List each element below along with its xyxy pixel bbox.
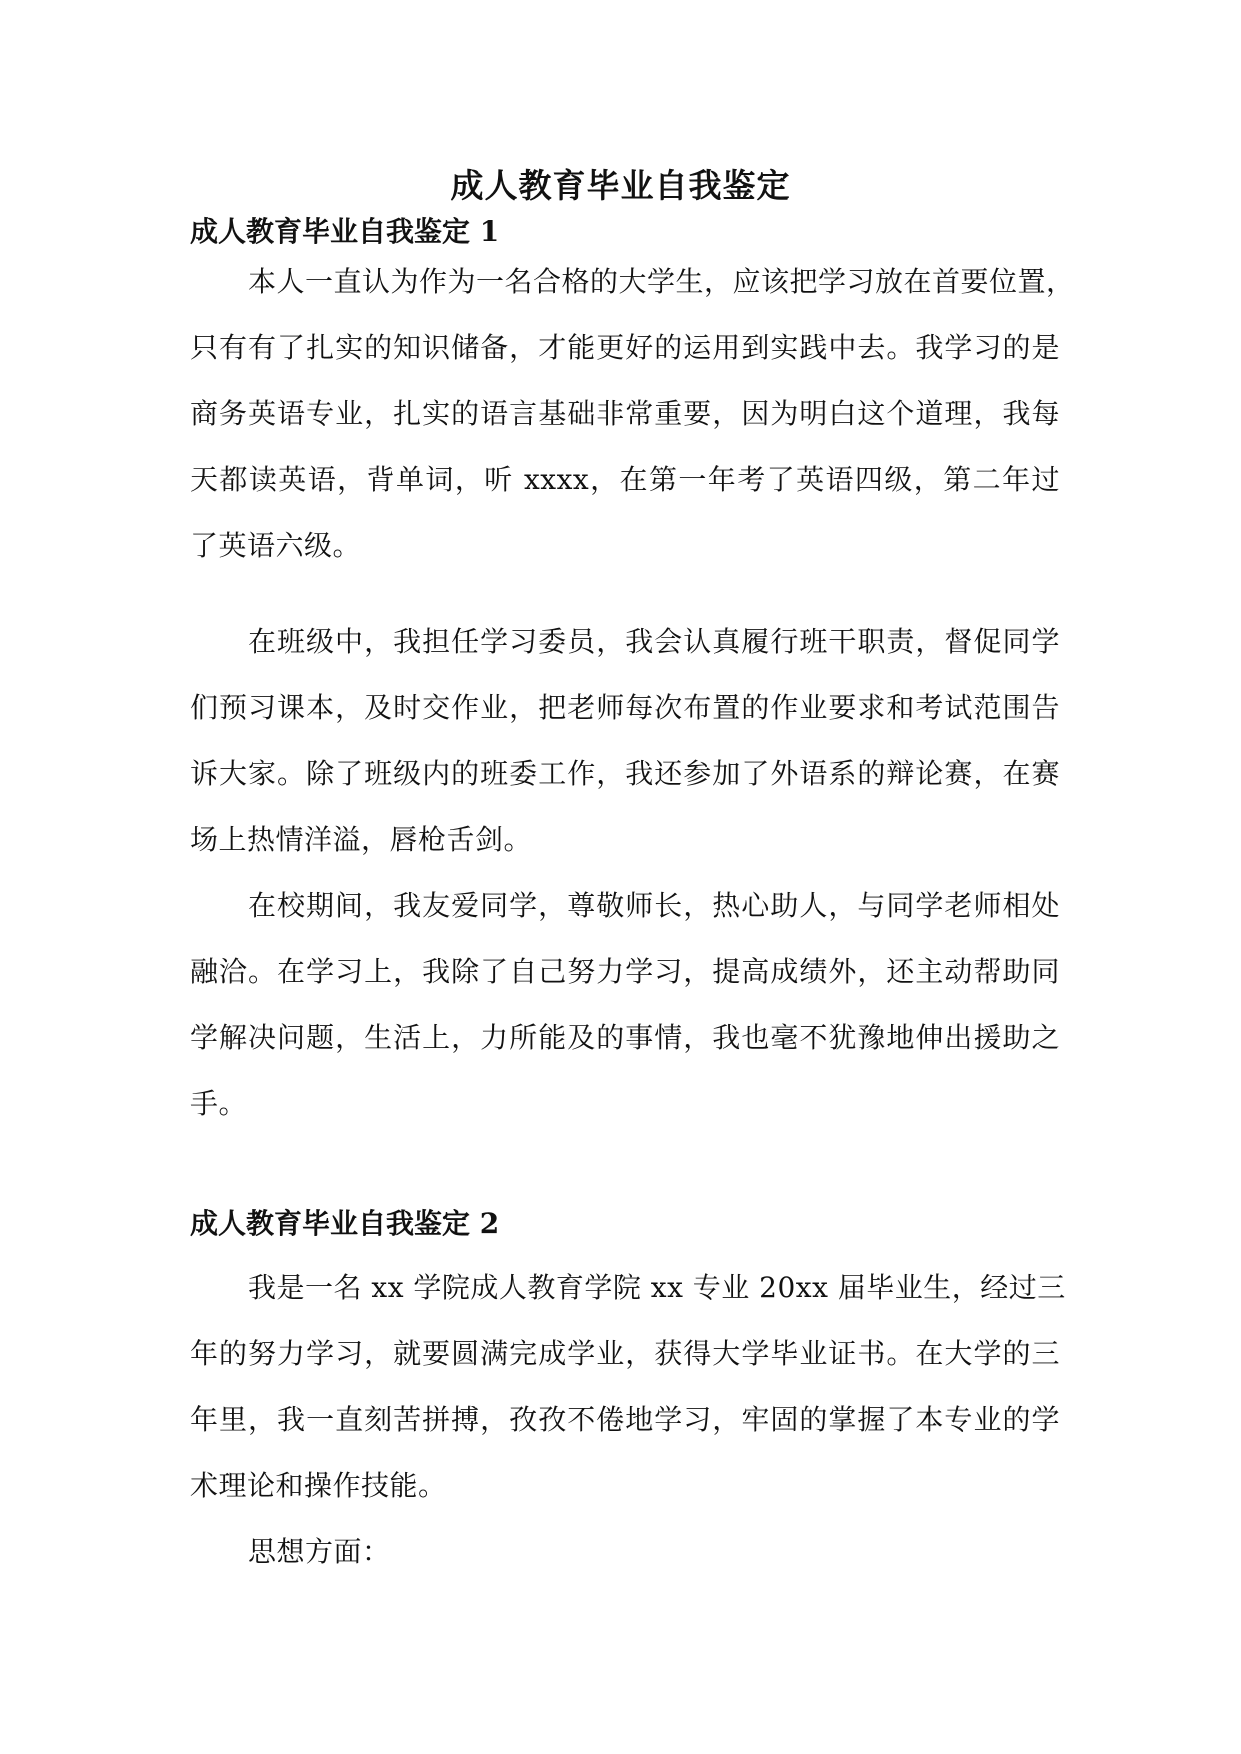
paragraph-line: 思想方面： [248,1535,391,1568]
paragraph-line: 诉大家。除了班级内的班委工作，我还参加了外语系的辩论赛，在赛 [190,757,1060,790]
paragraph-line: 年里，我一直刻苦拼搏，孜孜不倦地学习，牢固的掌握了本专业的学 [190,1403,1060,1436]
paragraph-line: 商务英语专业，扎实的语言基础非常重要，因为明白这个道理，我每 [190,397,1060,430]
paragraph-line: 只有有了扎实的知识储备，才能更好的运用到实践中去。我学习的是 [190,331,1060,364]
paragraph-line: 了英语六级。 [190,529,362,562]
paragraph-line: 在班级中，我担任学习委员，我会认真履行班干职责，督促同学 [248,625,1060,658]
paragraph-line: 场上热情洋溢，唇枪舌剑。 [190,823,533,856]
paragraph-line: 手。 [190,1087,248,1120]
paragraph-line: 我是一名 xx 学院成人教育学院 xx 专业 20xx 届毕业生，经过三 [248,1271,1066,1304]
section-heading-1: 成人教育毕业自我鉴定 1 [190,215,500,248]
section-2-paragraph-2 [190,1526,1060,1592]
paragraph-line: 术理论和操作技能。 [190,1469,447,1502]
paragraph-line: 在校期间，我友爱同学，尊敬师长，热心助人，与同学老师相处 [248,889,1060,922]
section-1-paragraph-3 [190,880,1060,1144]
paragraph-line: 融洽。在学习上，我除了自己努力学习，提高成绩外，还主动帮助同 [190,955,1060,988]
paragraph-line: 们预习课本，及时交作业，把老师每次布置的作业要求和考试范围告 [190,691,1060,724]
section-2-paragraph-1 [190,1262,1066,1526]
document-title: 成人教育毕业自我鉴定 [450,166,791,205]
section-heading-2: 成人教育毕业自我鉴定 2 [190,1207,500,1240]
section-1-paragraph-1 [190,256,1075,586]
paragraph-line: 年的努力学习，就要圆满完成学业，获得大学毕业证书。在大学的三 [190,1337,1060,1370]
section-1-paragraph-2 [190,616,1060,880]
paragraph-line: 本人一直认为作为一名合格的大学生，应该把学习放在首要位置， [248,265,1075,298]
paragraph-line: 天都读英语，背单词，听 xxxx，在第一年考了英语四级，第二年过 [190,463,1060,496]
paragraph-line: 学解决问题，生活上，力所能及的事情，我也毫不犹豫地伸出援助之 [190,1021,1060,1054]
